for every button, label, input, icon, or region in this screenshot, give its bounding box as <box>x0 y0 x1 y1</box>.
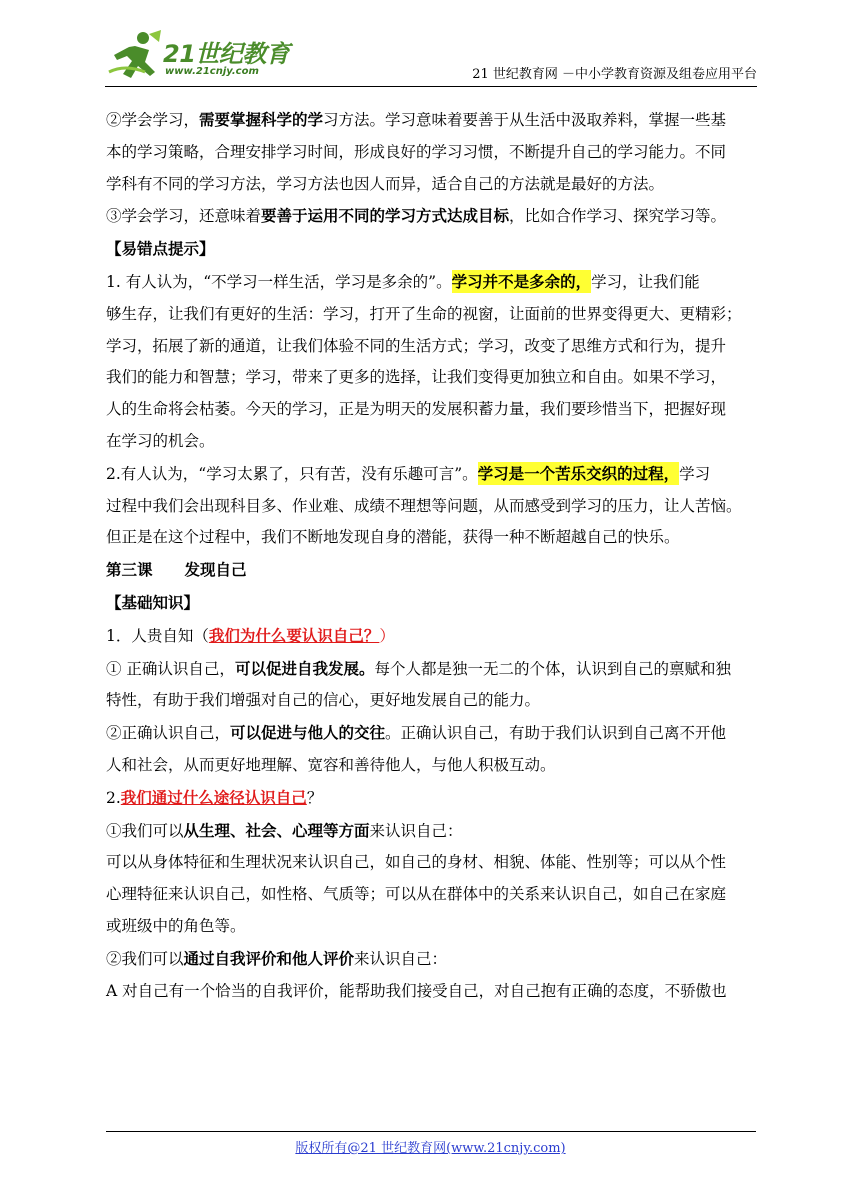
paragraph: 人的生命将会枯萎。今天的学习，正是为明天的发展积蓄力量，我们要珍惜当下，把握好现 <box>106 400 727 419</box>
paragraph: 我们的能力和智慧；学习，带来了更多的选择，让我们变得更加独立和自由。如果不学习， <box>106 368 727 387</box>
runner-logo-icon <box>105 28 165 84</box>
paragraph: 过程中我们会出现科目多、作业难、成绩不理想等问题，从而感受到学习的压力，让人苦恼。 <box>106 496 742 515</box>
paragraph: 学科有不同的学习方法，学习方法也因人而异，适合自己的方法就是最好的方法。 <box>106 174 665 193</box>
logo-text: 21世纪教育 <box>163 40 290 68</box>
paragraph: 1．人贵自知（我们为什么要认识自己？） <box>106 625 395 645</box>
paragraph: ②我们可以通过自我评价和他人评价来认识自己： <box>106 948 448 968</box>
document-body <box>106 104 756 1007</box>
footer-divider <box>106 1131 756 1132</box>
paragraph: 学习，拓展了新的通道，让我们体验不同的生活方式；学习，改变了思维方式和行为，提升 <box>106 336 727 355</box>
paragraph: 1. 有人认为，“不学习一样生活，学习是多余的”。学习并不是多余的，学习，让我们能 <box>106 271 700 291</box>
highlight: 学习是一个苦乐交织的过程， <box>477 463 680 483</box>
section-heading: 【易错点提示】 <box>106 239 215 259</box>
paragraph: 本的学习策略，合理安排学习时间，形成良好的学习习惯，不断提升自己的学习能力。不同 <box>106 142 727 161</box>
paragraph: 2.有人认为，“学习太累了，只有苦，没有乐趣可言”。学习是一个苦乐交织的过程，学习 <box>106 463 711 483</box>
lesson-title: 第三课 发现自己 <box>106 560 247 580</box>
key-question: 我们通过什么途径认识自己 <box>120 787 307 807</box>
paragraph: ②正确认识自己，可以促进与他人的交往。正确认识自己，有助于我们认识到自己离不开他 <box>106 723 727 743</box>
paragraph: ③学会学习，还意味着要善于运用不同的学习方式达成目标，比如合作学习、探究学习等。 <box>106 206 727 226</box>
logo <box>105 28 290 84</box>
logo-url: www.21cnjy.com <box>165 66 259 77</box>
footer-copyright-link[interactable]: 版权所有@21 世纪教育网(www.21cnjy.com) <box>295 1141 566 1156</box>
paragraph: 人和社会，从而更好地理解、宽容和善待他人，与他人积极互动。 <box>106 755 556 774</box>
header-tagline: 21 世纪教育网 －中小学教育资源及组卷应用平台 <box>472 67 757 82</box>
paragraph: 在学习的机会。 <box>106 431 215 450</box>
paragraph: 心理特征来认识自己，如性格、气质等；可以从在群体中的关系来认识自己，如自己在家庭 <box>106 885 727 904</box>
paragraph: ①我们可以从生理、社会、心理等方面来认识自己： <box>106 820 463 840</box>
paragraph: ②学会学习，需要掌握科学的学习方法。学习意味着要善于从生活中汲取养料，掌握一些基 <box>106 110 727 129</box>
page-header <box>105 28 757 87</box>
paragraph: 特性，有助于我们增强对自己的信心，更好地发展自己的能力。 <box>106 691 541 710</box>
paragraph: 2.我们通过什么途径认识自己？ <box>106 787 323 807</box>
paragraph: 可以从身体特征和生理状况来认识自己，如自己的身材、相貌、体能、性别等；可以从个性 <box>106 853 727 872</box>
paragraph: ① 正确认识自己，可以促进自我发展。每个人都是独一无二的个体，认识到自己的禀赋和独 <box>106 658 731 678</box>
paragraph: 但正是在这个过程中，我们不断地发现自身的潜能，获得一种不断超越自己的快乐。 <box>106 528 680 547</box>
section-heading: 【基础知识】 <box>106 592 200 612</box>
key-question: 我们为什么要认识自己？ <box>208 625 380 645</box>
paragraph: A 对自己有一个恰当的自我评价，能帮助我们接受自己，对自己抱有正确的态度，不骄傲也 <box>106 981 727 1000</box>
paragraph: 或班级中的角色等。 <box>106 916 246 935</box>
highlight: 学习并不是多余的， <box>451 271 592 291</box>
paragraph: 够生存，让我们有更好的生活：学习，打开了生命的视窗，让面前的世界变得更大、更精彩； <box>106 304 742 323</box>
